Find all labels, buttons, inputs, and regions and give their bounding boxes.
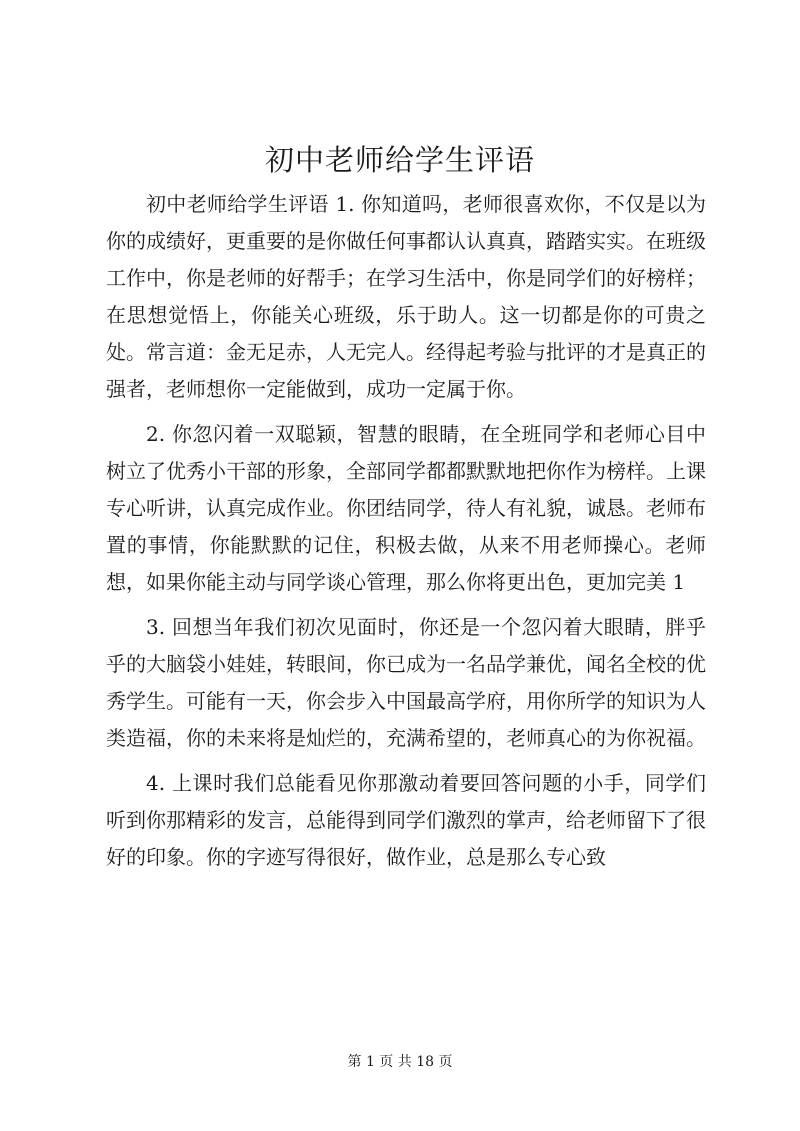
paragraph-3: 3. 回想当年我们初次见面时，你还是一个忽闪着大眼睛，胖乎乎的大脑袋小娃娃，转眼间，你已成为一名品学兼优，闻名全校的优秀学生。可能有一天，你会步入中国最高学府，用你所学的知识为人类造福，你的未来将是灿烂的，充满希望的，老师真心的为你祝福。 bbox=[106, 615, 706, 750]
paragraph-2: 2. 你忽闪着一双聪颖，智慧的眼睛，在全班同学和老师心目中树立了优秀小干部的形象，全部同学都都默默地把你作为榜样。上课专心听讲，认真完成作业。你团结同学，待人有礼貌，诚恳。老师布置的事情，你能默默的记住，积极去做，从来不用老师操心。老师想，如果你能主动与同学谈心管理，那么你将更出色，更加完美 1 bbox=[106, 422, 706, 594]
document-body bbox=[106, 186, 706, 884]
document-title: 初中老师给学生评语 bbox=[264, 143, 535, 177]
page-number-footer: 第 1 页 共 18 页 bbox=[347, 1054, 453, 1070]
paragraph-4: 4. 上课时我们总能看见你那激动着要回答问题的小手，同学们听到你那精彩的发言，总能得到同学们激烈的掌声，给老师留下了很好的印象。你的字迹写得很好，做作业，总是那么专心致 bbox=[106, 771, 706, 869]
paragraph-1: 初中老师给学生评语 1. 你知道吗，老师很喜欢你，不仅是以为你的成绩好，更重要的是你做任何事都认认真真，踏踏实实。在班级工作中，你是老师的好帮手；在学习生活中，你是同学们的好榜样；在思想觉悟上，你能关心班级，乐于助人。这一切都是你的可贵之处。常言道：金无足赤，人无完人。经得起考验与批评的才是真正的强者，老师想你一定能做到，成功一定属于你。 bbox=[106, 192, 706, 401]
